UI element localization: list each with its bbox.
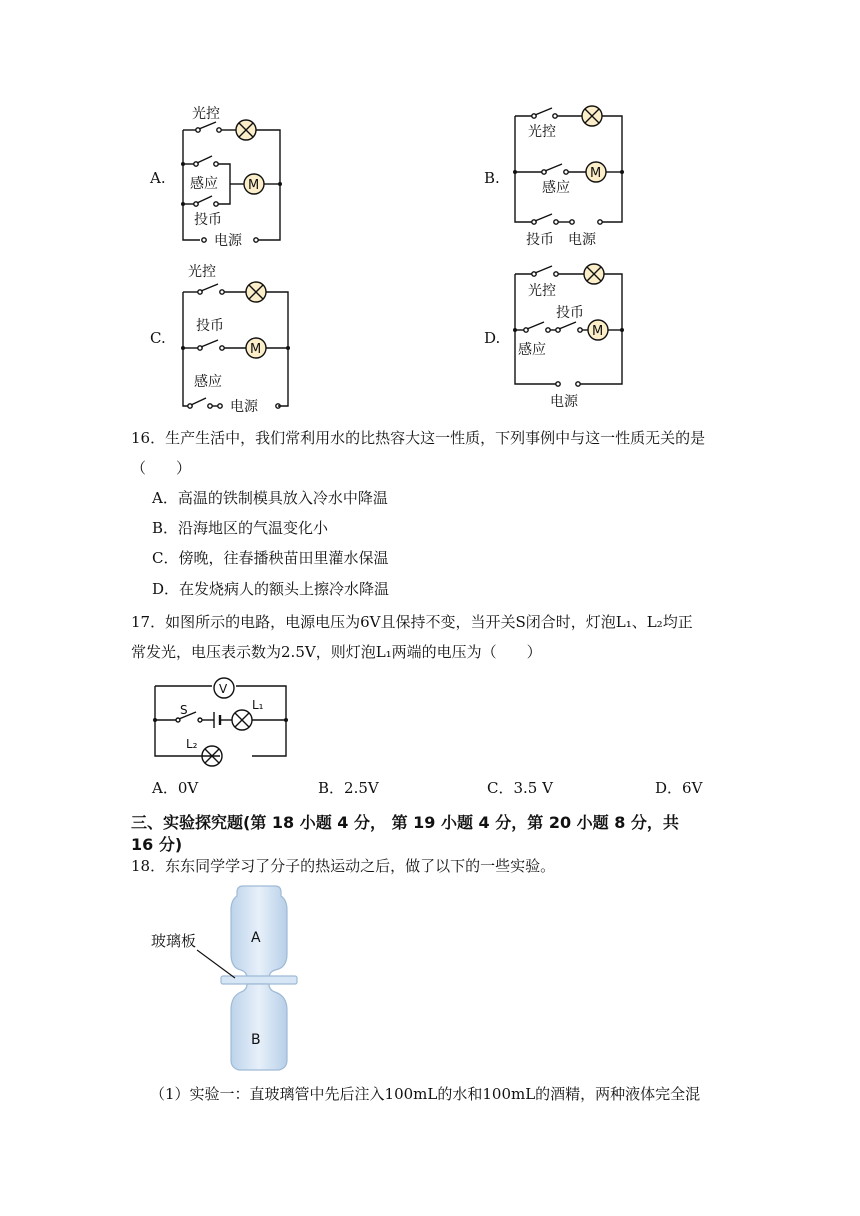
power-label: 电源 xyxy=(214,233,242,248)
q16-stem-line2: （ ） xyxy=(131,459,192,477)
svg-text:S: S xyxy=(180,703,188,717)
svg-text:投币: 投币 xyxy=(556,305,584,321)
svg-text:A: A xyxy=(251,930,261,946)
q17-option-b: B．2.5V xyxy=(318,779,379,797)
svg-text:感应: 感应 xyxy=(194,374,222,390)
svg-text:光控: 光控 xyxy=(528,124,556,140)
svg-text:电源: 电源 xyxy=(550,394,578,410)
svg-text:L₁: L₁ xyxy=(252,698,264,712)
svg-text:M: M xyxy=(248,178,260,193)
q18-glass-tubes-figure xyxy=(145,884,315,1074)
option-c-letter: C. xyxy=(150,329,166,347)
svg-text:B: B xyxy=(251,1032,261,1048)
sense-switch-label: 感应 xyxy=(190,176,218,192)
svg-text:光控: 光控 xyxy=(528,283,556,299)
svg-text:投币: 投币 xyxy=(196,318,224,334)
q16-option-a: A．高温的铁制模具放入冷水中降温 xyxy=(152,489,388,507)
q17-stem-line1: 17．如图所示的电路，电源电压为6V且保持不变，当开关S闭合时，灯泡L₁、L₂均正 xyxy=(131,613,693,631)
option-b-letter: B. xyxy=(484,169,500,187)
svg-text:投币: 投币 xyxy=(526,232,554,248)
q17-stem-line2: 常发光，电压表示数为2.5V，则灯泡L₁两端的电压为（ ） xyxy=(131,643,542,661)
q18-stem: 18．东东同学学习了分子的热运动之后，做了以下的一些实验。 xyxy=(131,857,556,875)
q17-circuit-diagram xyxy=(150,676,294,772)
svg-text:光控: 光控 xyxy=(188,264,216,280)
section-3-heading-line1: 三、实验探究题(第 18 小题 4 分， 第 19 小题 4 分，第 20 小题 8 分，共 xyxy=(131,813,679,832)
circuit-diagram-a xyxy=(178,100,288,248)
svg-text:电源: 电源 xyxy=(568,232,596,248)
option-d-letter: D. xyxy=(484,329,501,347)
circuit-diagram-c xyxy=(178,258,298,414)
q16-stem-line1: 16．生产生活中，我们常利用水的比热容大这一性质，下列事例中与这一性质无关的是 xyxy=(131,429,706,447)
glass-plate-label: 玻璃板 xyxy=(151,932,197,950)
q18-sub1: （1）实验一：直玻璃管中先后注入100mL的水和100mL的酒精，两种液体完全混 xyxy=(150,1085,701,1103)
light-switch-label: 光控 xyxy=(192,106,220,122)
circuit-diagram-d xyxy=(510,258,630,414)
q16-option-d: D．在发烧病人的额头上擦冷水降温 xyxy=(152,580,390,598)
circuit-diagram-b xyxy=(510,100,630,248)
svg-text:感应: 感应 xyxy=(542,180,570,196)
svg-text:L₂: L₂ xyxy=(186,737,198,751)
svg-text:M: M xyxy=(590,166,602,181)
svg-text:V: V xyxy=(219,682,228,696)
q16-option-b: B．沿海地区的气温变化小 xyxy=(152,519,329,537)
coin-switch-label: 投币 xyxy=(194,212,222,228)
q17-option-d: D．6V xyxy=(655,779,703,797)
glass-plate xyxy=(221,976,297,984)
section-3-heading-line2: 16 分) xyxy=(131,835,183,854)
svg-text:M: M xyxy=(250,342,262,357)
bottle-b xyxy=(231,984,287,1070)
q16-option-c: C．傍晚，往春播秧苗田里灌水保温 xyxy=(152,549,389,567)
q17-option-c: C．3.5 V xyxy=(487,779,553,797)
svg-text:感应: 感应 xyxy=(518,342,546,358)
q17-option-a: A．0V xyxy=(152,779,199,797)
svg-text:M: M xyxy=(592,324,604,339)
option-a-letter: A. xyxy=(150,169,166,187)
svg-text:电源: 电源 xyxy=(230,399,258,414)
